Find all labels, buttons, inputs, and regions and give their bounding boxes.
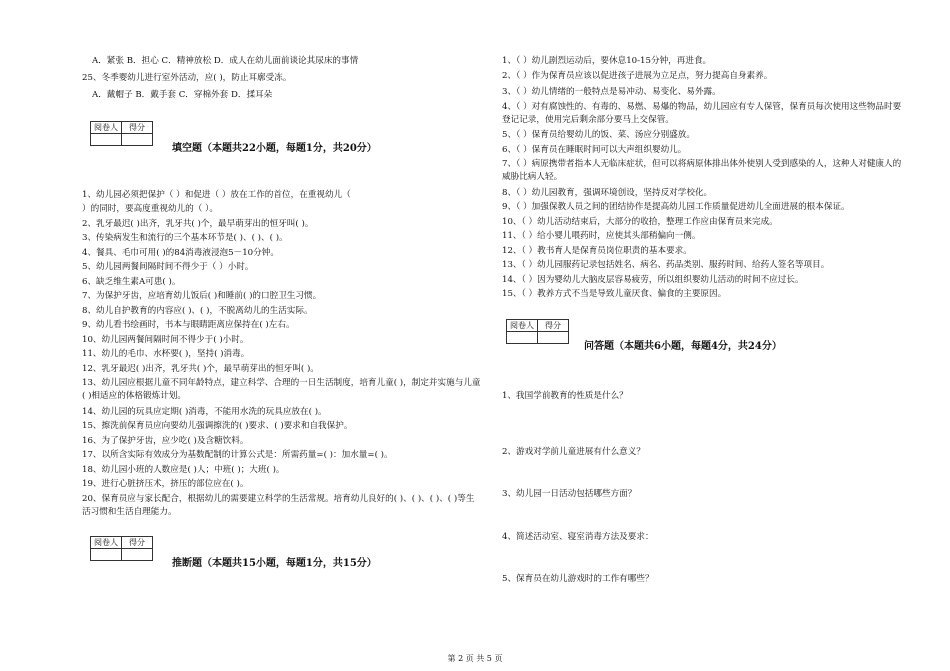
option-line: A．戴帽子 B．戴手套 C．穿棉外套 D．揉耳朵	[92, 90, 273, 100]
fill-item: 1、幼儿园必须把保护（ ）和促进（ ）放在工作的首位，在重视幼儿（	[82, 190, 351, 200]
fill-item: 10、幼儿园两餐间隔时间不得少于( )小时。	[82, 335, 249, 345]
score-box-score-label: 得分	[122, 122, 153, 134]
score-box-reviewer-label: 阅卷人	[91, 122, 122, 134]
judge-item: 13、（ ）幼儿园服药记录包括姓名、病名、药品类别、服药时间、给药人签名等项目。	[502, 260, 830, 270]
fill-item: 11、幼儿的毛巾、水杯要( )，坚持( )消毒。	[82, 349, 250, 359]
fill-item: 4、餐具、毛巾可用( )的84消毒液浸泡5－10分钟。	[82, 248, 279, 258]
fill-item: 19、进行心脏挤压术，挤压的部位应在( )。	[82, 479, 249, 489]
qa-question: 3、幼儿园一日活动包括哪些方面？	[502, 489, 637, 499]
judge-item: 12、（ ）教书育人是保育员岗位职责的基本要求。	[502, 246, 692, 256]
fill-item: 13、幼儿园应根据儿童不同年龄特点，建立科学、合理的一日生活制度，培育儿童( )，制定并实施与儿童( )相适应的体格锻炼计划。	[82, 378, 481, 401]
score-box-score-cell	[538, 332, 569, 344]
fill-item: 15、擦洗前保育员应向要幼儿强调擦洗的( )要求、( )要求和自我保护。	[82, 421, 353, 431]
fill-item: 20、保育员应与家长配合，根据幼儿的需要建立科学的生活常规。培育幼儿良好的( )、( )、( )、( )等生活习惯和生活自理能力。	[82, 494, 475, 517]
qa-question: 2、游戏对学前儿童进展有什么意义？	[502, 447, 645, 457]
section-title-judge: 推断题（本题共15小题，每题1分，共15分）	[172, 558, 377, 569]
question-line: 25、冬季婴幼儿进行室外活动，应( )，防止耳廓受冻。	[82, 73, 292, 83]
judge-item: 14、（ ）因为婴幼儿大脑皮层容易疲劳，所以组织婴幼儿活动的时间不应过长。	[502, 275, 804, 285]
fill-item: 5、幼儿园两餐间隔时间不得少于（ ）小时。	[82, 262, 254, 272]
option-line: A．紧张 B．担心 C．精神放松 D．成人在幼儿面前谈论其尿床的事情	[92, 56, 359, 66]
score-box-reviewer-label: 阅卷人	[91, 537, 122, 549]
score-box-score-label: 得分	[538, 320, 569, 332]
fill-item: 17、以所含实际有效成分为基数配制的计算公式是：所需药量=( )：加水量=( )。	[82, 450, 393, 460]
fill-item: 8、幼儿自护教育的内容应( )、( )，不脱离幼儿的生活实际。	[82, 306, 313, 316]
judge-item: 10、（ ）幼儿活动结束后，大部分的收拾，整理工作应由保育员来完成。	[502, 217, 778, 227]
fill-item: 9、幼儿看书绘画时，书本与眼睛距离应保持在( )左右。	[82, 320, 295, 330]
page-footer: 第 2 页 共 5 页	[447, 654, 503, 663]
fill-item: 3、传染病发生和流行的三个基本环节是( )、( )、( )。	[82, 233, 288, 243]
judge-item: 4、（ ）对有腐蚀性的、有毒的、易燃、易爆的物品，幼儿园应有专人保管，保育员每次使用这些物品时要登记记录，使用完后剩余部分要马上交保管。	[502, 102, 902, 125]
judge-item: 1、（ ）幼儿剧烈运动后，要休息10-15分钟，再进食。	[502, 56, 712, 66]
qa-question: 1、我国学前教育的性质是什么？	[502, 391, 628, 401]
score-box-judge	[90, 536, 153, 561]
score-box-score-cell	[122, 549, 153, 561]
score-box-score-label: 得分	[122, 537, 153, 549]
judge-item: 15、（ ）教养方式不当是导致儿童厌食、偏食的主要原因。	[502, 289, 727, 299]
score-box-fill	[90, 121, 153, 146]
qa-question: 5、保育员在幼儿游戏时的工作有哪些？	[502, 574, 654, 584]
qa-question: 4、简述活动室、寝室消毒方法及要求：	[502, 532, 654, 542]
judge-item: 2、（ ）作为保育员应该以促进孩子进展为立足点，努力提高自身素养。	[502, 71, 773, 81]
fill-item: ）的同时，要高度重视幼儿的（ ）。	[82, 204, 218, 214]
fill-item: 6、缺乏维生素A可患( )。	[82, 277, 181, 287]
judge-item: 7、（ ）病原携带者指本人无临床症状，但可以将病原体排出体外使别人受到感染的人，这种人对健康人的威胁比病人轻。	[502, 159, 902, 182]
section-title-fill: 填空题（本题共22小题，每题1分，共20分）	[172, 143, 377, 154]
fill-item: 14、幼儿园的玩具应定期( )消毒，不能用水洗的玩具应放在( )。	[82, 407, 327, 417]
judge-item: 9、（ ）加强保教人员之间的团结协作是提高幼儿园工作质量促进幼儿全面进展的根本保证。	[502, 202, 850, 212]
fill-item: 16、为了保护牙齿，应少吃( )及含糖饮料。	[82, 436, 249, 446]
section-title-qa: 问答题（本题共6小题，每题4分，共24分）	[584, 341, 782, 352]
fill-item: 7、为保护牙齿，应培育幼儿饭后( )和睡前( )的口腔卫生习惯。	[82, 291, 322, 301]
judge-item: 3、（ ）幼儿情绪的一般特点是易冲动、易变化、易外露。	[502, 87, 721, 97]
score-box-reviewer-cell	[91, 134, 122, 146]
fill-item: 18、幼儿园小班的人数应是( )人；中班( )；大班( )。	[82, 465, 285, 475]
score-box-qa	[506, 319, 569, 344]
fill-item: 2、乳牙最迟( )出齐，乳牙共( )个，最早萌芽出的恒牙叫( )。	[82, 219, 314, 229]
judge-item: 5、（ ）保育员给婴幼儿的饭、菜、汤应分别盛放。	[502, 130, 695, 140]
score-box-reviewer-label: 阅卷人	[507, 320, 538, 332]
judge-item: 8、（ ）幼儿园教育，强调环境创设，坚持反对学校化。	[502, 188, 713, 198]
judge-item: 6、（ ）保育员在睡眠时间可以大声组织婴幼儿。	[502, 145, 687, 155]
judge-item: 11、（ ）给小婴儿喂药时，应使其头部稍偏向一侧。	[502, 231, 701, 241]
fill-item: 12、乳牙最迟( )出齐，乳牙共( )个，最早萌芽出的恒牙叫( )。	[82, 364, 319, 374]
score-box-reviewer-cell	[91, 549, 122, 561]
score-box-score-cell	[122, 134, 153, 146]
score-box-reviewer-cell	[507, 332, 538, 344]
